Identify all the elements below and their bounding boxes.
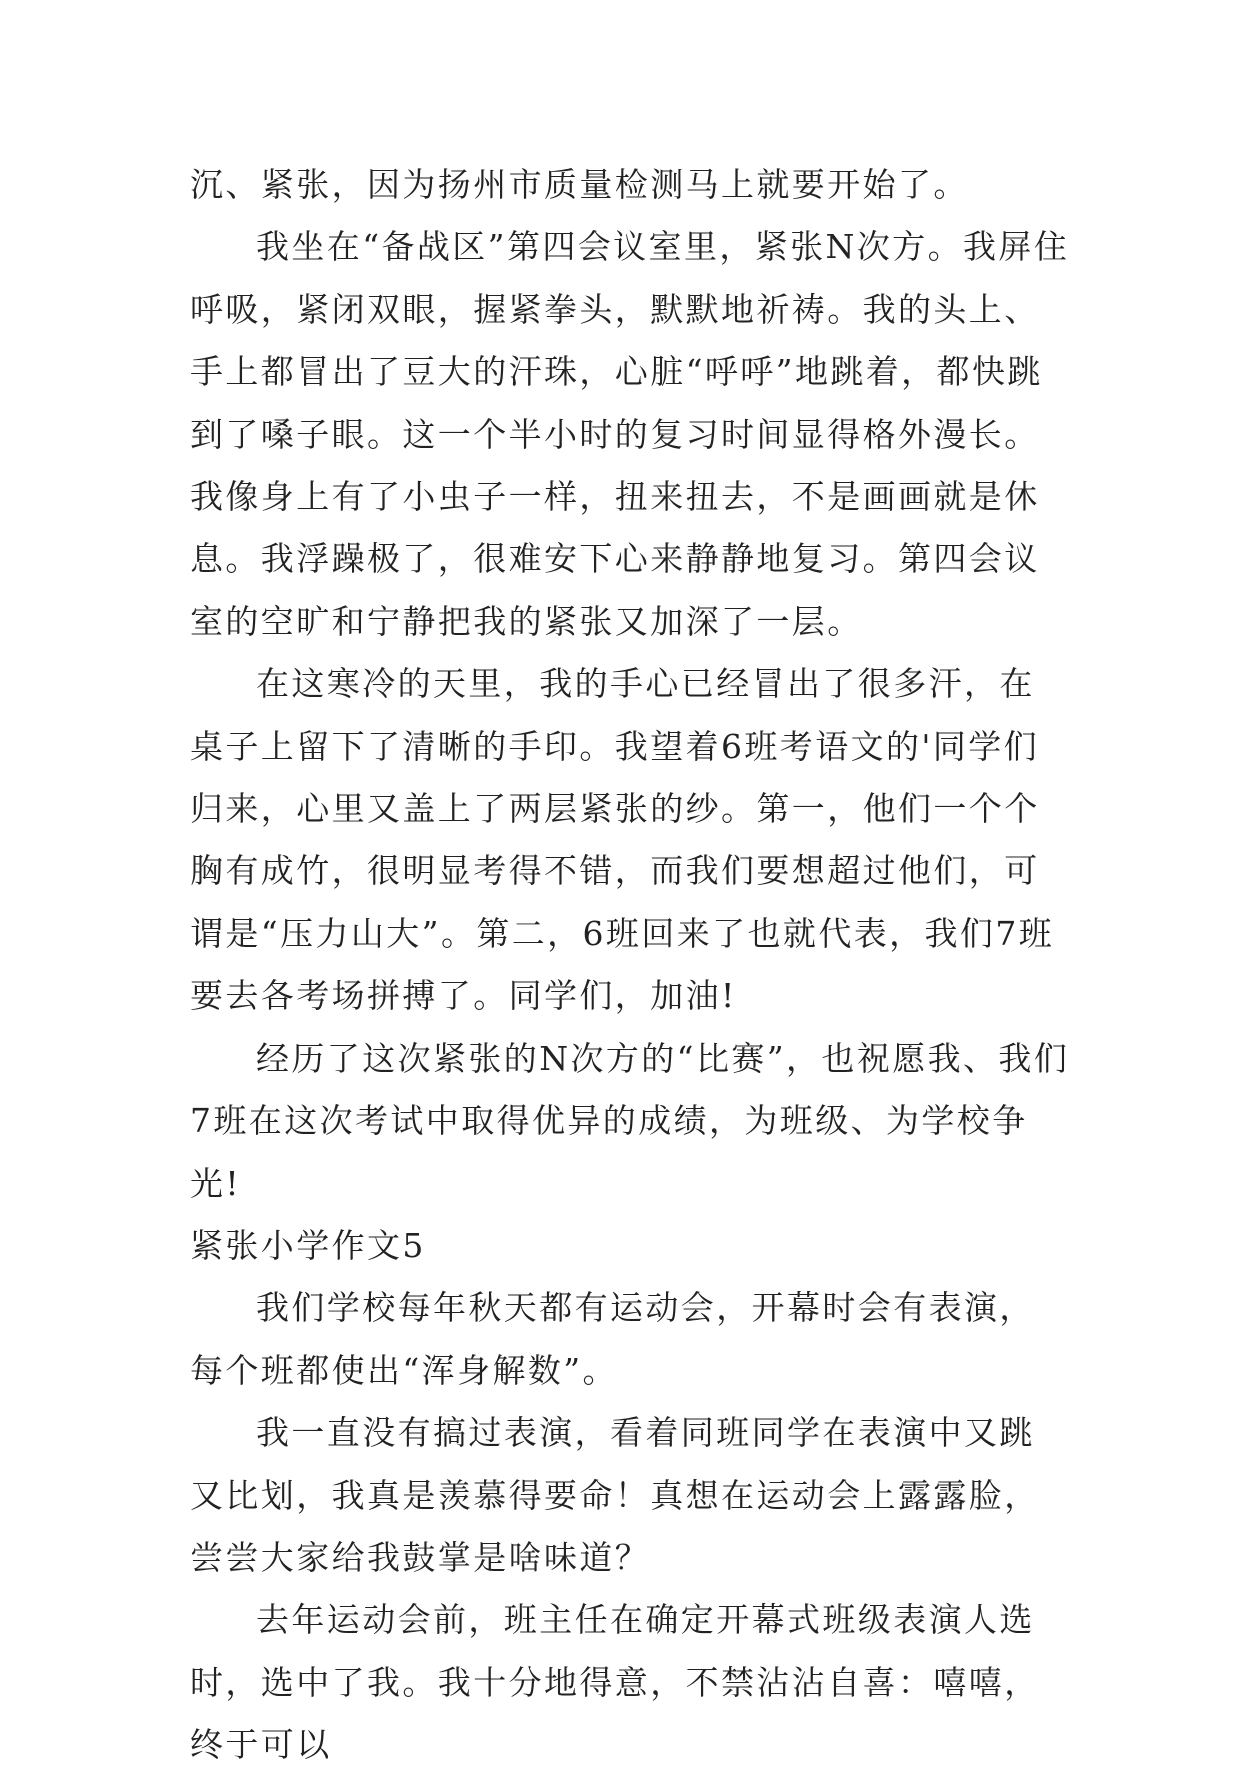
paragraph: 我一直没有搞过表演，看着同班同学在表演中又跳又比划，我真是羡慕得要命！真想在运动会上露露脸，尝尝大家给我鼓掌是啥味道？ xyxy=(190,1413,1040,1577)
paragraph: 我坐在“备战区”第四会议室里，紧张N次方。我屏住呼吸，紧闭双眼，握紧拳头，默默地祈祷。我的头上、手上都冒出了豆大的汗珠，心脏“呼呼”地跳着，都快跳到了嗓子眼。这一个半小时的复习时间显得格外漫长。我像身上有了小虫子一样，扭来扭去，不是画画就是休息。我浮躁极了，很难安下心来静静地复习。第四会议室的空旷和宁静把我的紧张又加深了一层。 xyxy=(190,227,1070,641)
paragraph: 在这寒冷的天里，我的手心已经冒出了很多汗，在桌子上留下了清晰的手印。我望着6班考语文的'同学们归来，心里又盖上了两层紧张的纱。第一，他们一个个胸有成竹，很明显考得不错，而我们要想超过他们，可谓是“压力山大”。第二，6班回来了也就代表，我们7班要去各考场拼搏了。同学们，加油! xyxy=(190,664,1055,1016)
paragraph-continuation: 沉、紧张，因为扬州市质量检测马上就要开始了。 xyxy=(190,165,969,204)
section-heading: 紧张小学作文5 xyxy=(190,1225,426,1265)
paragraph: 去年运动会前，班主任在确定开幕式班级表演人选时，选中了我。我十分地得意，不禁沾沾自喜：嘻嘻，终于可以 xyxy=(190,1600,1040,1765)
paragraph: 我们学校每年秋天都有运动会，开幕时会有表演，每个班都使出“浑身解数”。 xyxy=(190,1288,1035,1390)
document-body xyxy=(190,154,1070,1777)
paragraph: 经历了这次紧张的N次方的“比赛”，也祝愿我、我们7班在这次考试中取得优异的成绩，为班级、为学校争光! xyxy=(190,1038,1070,1203)
